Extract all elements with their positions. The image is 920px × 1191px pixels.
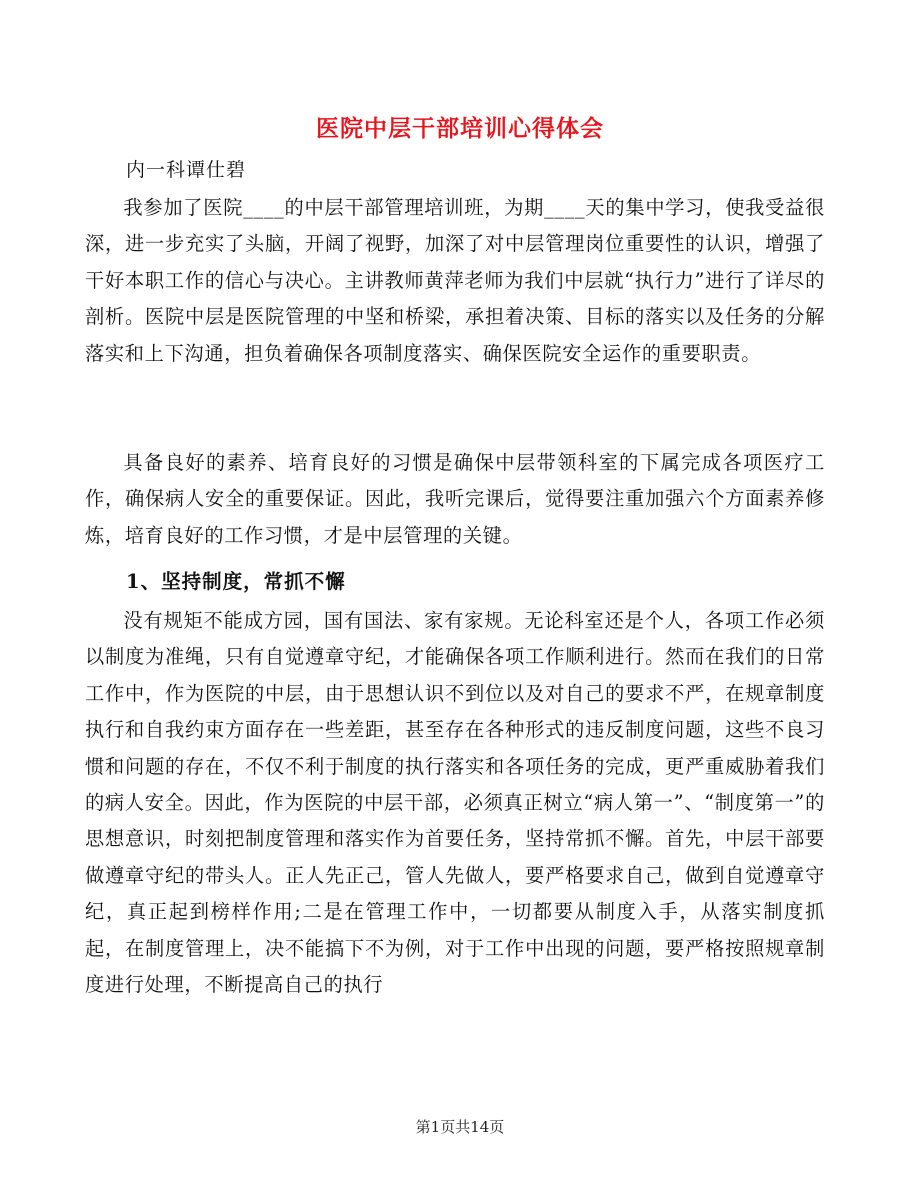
author-line: 内一科谭仕碧 [126, 159, 247, 181]
paragraph-intro: 我参加了医院____的中层干部管理培训班，为期____天的集中学习，使我受益很深，进一步充实了头脑，开阔了视野，加深了对中层管理岗位重要性的认识，增强了干好本职工作的信心与决心。主讲教师黄萍老师为我们中层就“执行力”进行了详尽的剖析。医院中层是医院管理的中坚和桥梁，承担着决策、目标的落实以及任务的分解落实和上下沟通，担负着确保各项制度落实、确保医院安全运作的重要职责。 [85, 196, 825, 365]
document-title: 医院中层干部培训心得体会 [316, 115, 604, 142]
paragraph-qualities: 具备良好的素养、培育良好的习惯是确保中层带领科室的下属完成各项医疗工作，确保病人安全的重要保证。因此，我听完课后，觉得要注重加强六个方面素养修炼，培育良好的工作习惯，才是中层管理的关键。 [85, 451, 825, 547]
paragraph-rules: 没有规矩不能成方园，国有国法、家有家规。无论科室还是个人，各项工作必须以制度为准绳，只有自觉遵章守纪，才能确保各项工作顺利进行。然而在我们的日常工作中，作为医院的中层，由于思想认识不到位以及对自己的要求不严，在规章制度执行和自我约束方面存在一些差距，甚至存在各种形式的违反制度问题，这些不良习惯和问题的存在，不仅不利于制度的执行落实和各项任务的完成，更严重威胁着我们的病人安全。因此，作为医院的中层干部，必须真正树立“病人第一”、“制度第一”的思想意识，时刻把制度管理和落实作为首要任务，坚持常抓不懈。首先，中层干部要做遵章守纪的带头人。正人先正己，管人先做人，要严格要求自己，做到自觉遵章守纪，真正起到榜样作用;二是在管理工作中，一切都要从制度入手，从落实制度抓起，在制度管理上，决不能搞下不为例，对于工作中出现的问题，要严格按照规章制度进行处理，不断提高自己的执行 [85, 609, 825, 997]
section-heading: 1、坚持制度，常抓不懈 [126, 570, 346, 593]
page-number-footer: 第1页共14页 [415, 1118, 505, 1136]
